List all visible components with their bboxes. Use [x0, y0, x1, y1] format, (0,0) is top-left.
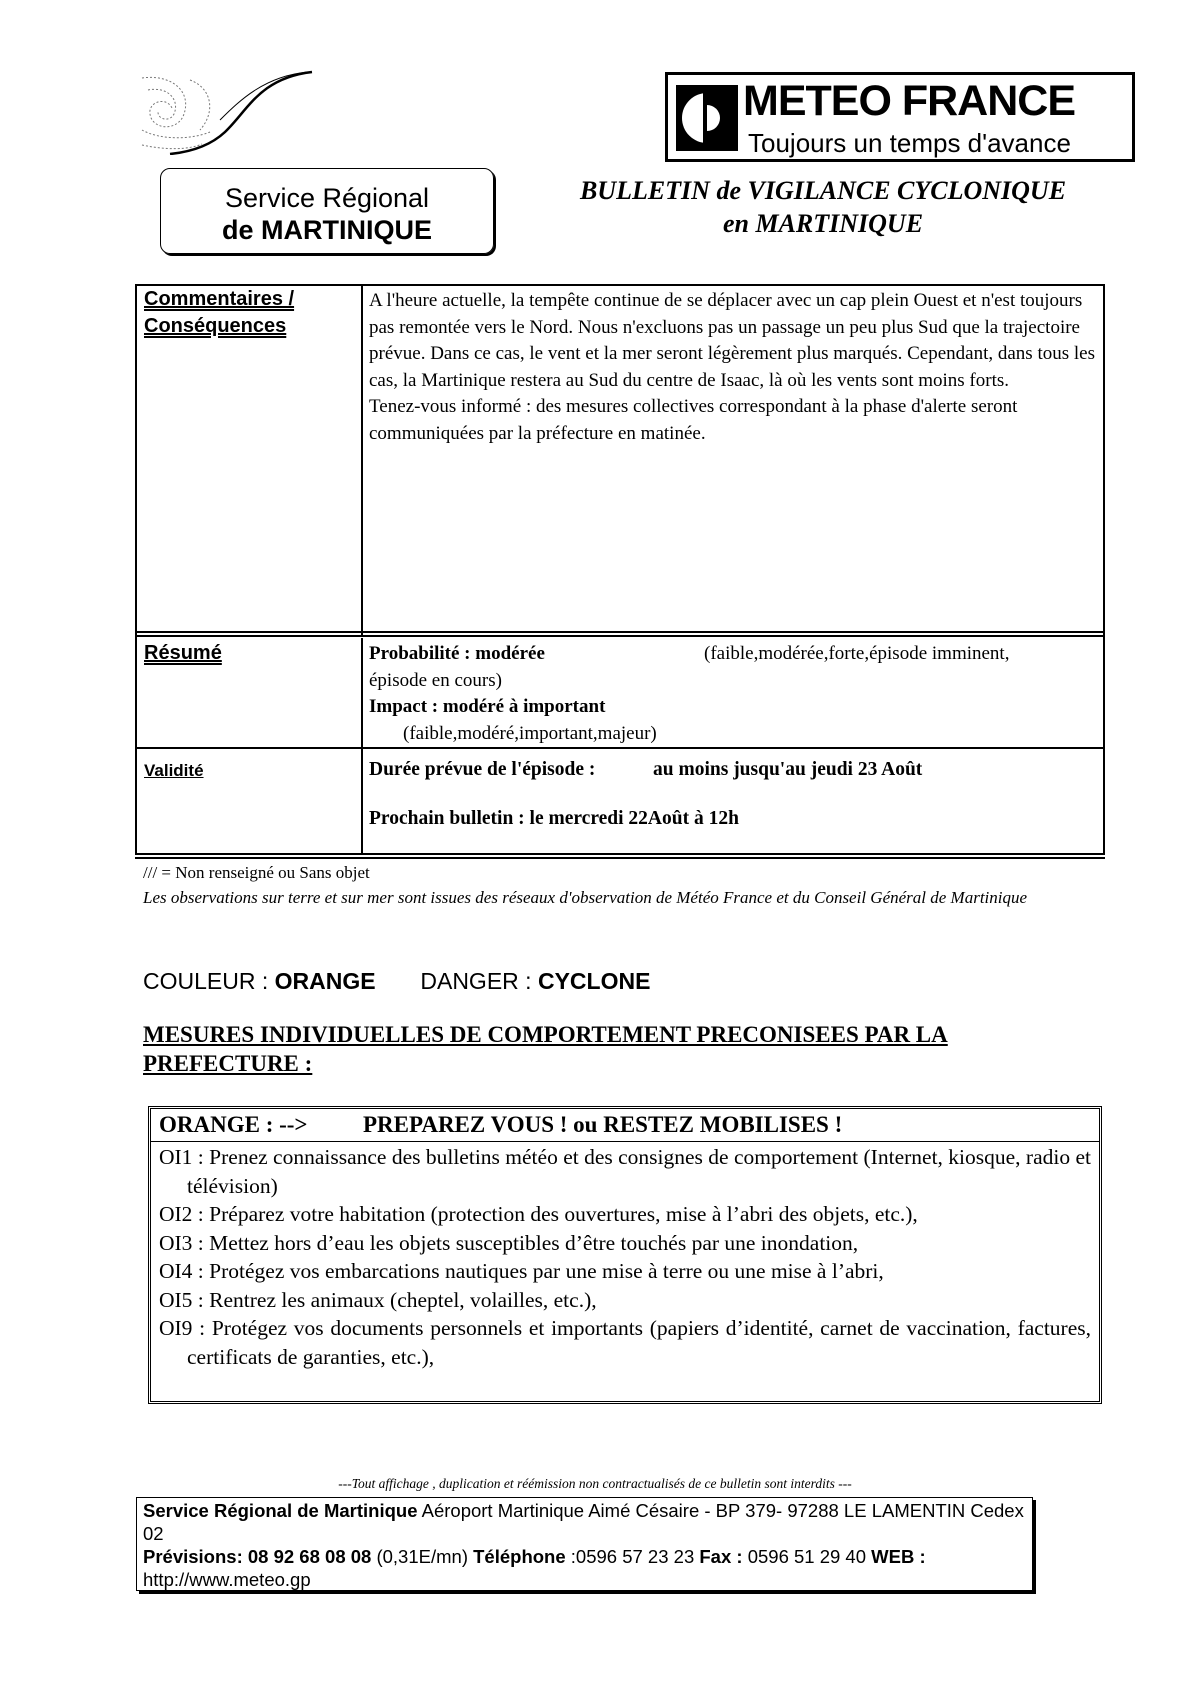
comments-label-line1: Commentaires /: [144, 288, 295, 310]
service-box: [160, 168, 494, 254]
section-divider: [137, 631, 1103, 633]
measures-box: [148, 1106, 1102, 1404]
danger-label: DANGER :: [420, 968, 538, 994]
probability-label: Probabilité : modérée: [369, 643, 545, 664]
measures-heading-line2: PREFECTURE :: [143, 1051, 313, 1076]
logo-brand: METEO FRANCE: [743, 77, 1075, 125]
legend-note: /// = Non renseigné ou Sans objet: [143, 863, 370, 882]
comments-paragraph-1: A l'heure actuelle, la tempête continue de se déplacer avec un cap plein Ouest et n'est toujours pas remontée vers le Nord. Nous n'excluons pas un passage un peu plus Sud que la trajectoire prévue. Dans ce cas, le vent et la mer seront légèrement plus marqués. Cependant, dans tous les cas, la Martinique restera au Sud du centre de Isaac, là où les vents sont moins forts.: [369, 290, 1095, 391]
measures-heading-line1: MESURES INDIVIDUELLES DE COMPORTEMENT PRECONISEES PAR LA: [143, 1022, 948, 1047]
probability-options-cont: épisode en cours): [369, 669, 502, 691]
measure-item: OI4 : Protégez vos embarcations nautiques par une mise à terre ou une mise à l’abri,: [159, 1259, 884, 1283]
column-divider: [361, 286, 363, 635]
footer-forecast: Prévisions: 08 92 68 08 08: [143, 1546, 372, 1567]
footer-contact-line: [143, 1545, 1026, 1591]
bulletin-title-line1: BULLETIN de VIGILANCE CYCLONIQUE: [579, 176, 1067, 205]
service-line1: Service Régional: [224, 183, 430, 213]
bulletin-title-line2: en MARTINIQUE: [722, 209, 924, 238]
probability-options: (faible,modérée,forte,épisode imminent,: [704, 643, 1010, 664]
color-value: ORANGE: [274, 968, 376, 994]
comments-label-line2: Conséquences: [144, 315, 287, 337]
color-label: COULEUR :: [143, 968, 275, 994]
observations-note: Les observations sur terre et sur mer sont issues des réseaux d'observation de Météo France et du Conseil Général de Martinique: [143, 888, 1028, 907]
duration-line: [369, 757, 1095, 784]
alert-line: [143, 968, 650, 995]
service-line2: de MARTINIQUE: [221, 215, 432, 245]
comments-paragraph-2: Tenez-vous informé : des mesures collectives correspondant à la phase d'alerte seront communiquées par la préfecture en matinée.: [369, 396, 1018, 444]
bulletin-table: [135, 284, 1105, 855]
bulletin-title: [548, 174, 1098, 240]
orange-level-instruction: PREPAREZ VOUS ! ou RESTEZ MOBILISES !: [363, 1112, 843, 1137]
measures-heading: [143, 1020, 948, 1078]
comments-text: [369, 288, 1095, 447]
footer-web-link[interactable]: http://www.meteo.gp: [143, 1569, 311, 1590]
duration-value: au moins jusqu'au jeudi 23 Août: [653, 759, 923, 780]
validity-text: [369, 757, 1095, 832]
disclaimer: ---Tout affichage , duplication et réémission non contractualisés de ce bulletin sont interdits ---: [338, 1476, 852, 1491]
measure-item: OI5 : Rentrez les animaux (cheptel, volailles, etc.),: [159, 1287, 597, 1312]
footer-contact-box: [136, 1497, 1033, 1591]
swirl-logo: [140, 70, 315, 155]
footer-org-name: Service Régional de Martinique: [143, 1500, 418, 1521]
measure-item: OI1 : Prenez connaissance des bulletins météo et des consignes de comportement (Internet, kiosque, radio et télévision): [159, 1145, 1091, 1198]
footer-web-label: WEB :: [871, 1546, 926, 1567]
row-divider: [137, 747, 1103, 749]
summary-text: [369, 641, 1095, 747]
meteo-france-logo: [665, 72, 1135, 162]
footer-phone-label: Téléphone: [473, 1546, 566, 1567]
summary-label: Résumé: [144, 642, 222, 664]
next-bulletin: Prochain bulletin : le mercredi 22Août à 12h: [369, 807, 739, 829]
impact-label: Impact : modéré à important: [369, 696, 606, 717]
footer-address-line: [143, 1499, 1026, 1545]
section-divider: [137, 635, 1103, 637]
comments-label: [144, 286, 294, 340]
table-bottom-double-rule: [135, 857, 1105, 859]
measure-item: OI3 : Mettez hors d’eau les objets susceptibles d’être touchés par une inondation,: [159, 1230, 859, 1255]
footer-forecast-price: (0,31E/mn): [371, 1546, 474, 1567]
measure-item: OI2 : Préparez votre habitation (protection des ouvertures, mise à l’abri des objets, etc.),: [159, 1202, 918, 1226]
impact-options: (faible,modéré,important,majeur): [403, 722, 657, 744]
footer-phone: :0596 57 23 23: [565, 1546, 700, 1567]
measures-box-header: [151, 1109, 1099, 1142]
danger-value: CYCLONE: [537, 968, 651, 994]
footer-address: Aéroport Martinique Aimé Césaire - BP 379- 97288 LE LAMENTIN Cedex 02: [143, 1500, 1024, 1544]
notes: [143, 860, 1103, 910]
orange-level-label: ORANGE : -->: [159, 1112, 308, 1137]
logo-slogan: Toujours un temps d'avance: [748, 128, 1071, 158]
probability-line: [369, 641, 1095, 668]
measures-list: [159, 1143, 1091, 1371]
meteo-france-emblem-icon: [676, 85, 738, 151]
validity-label: Validité: [144, 761, 204, 780]
measure-item: OI9 : Protégez vos documents personnels et importants (papiers d’identité, carnet de vaccination, factures, certificats de garanties, etc.),: [159, 1316, 1091, 1369]
duration-label: Durée prévue de l'épisode :: [369, 759, 596, 780]
footer-fax-label: Fax :: [699, 1546, 743, 1567]
footer-fax: 0596 51 29 40: [742, 1546, 872, 1567]
